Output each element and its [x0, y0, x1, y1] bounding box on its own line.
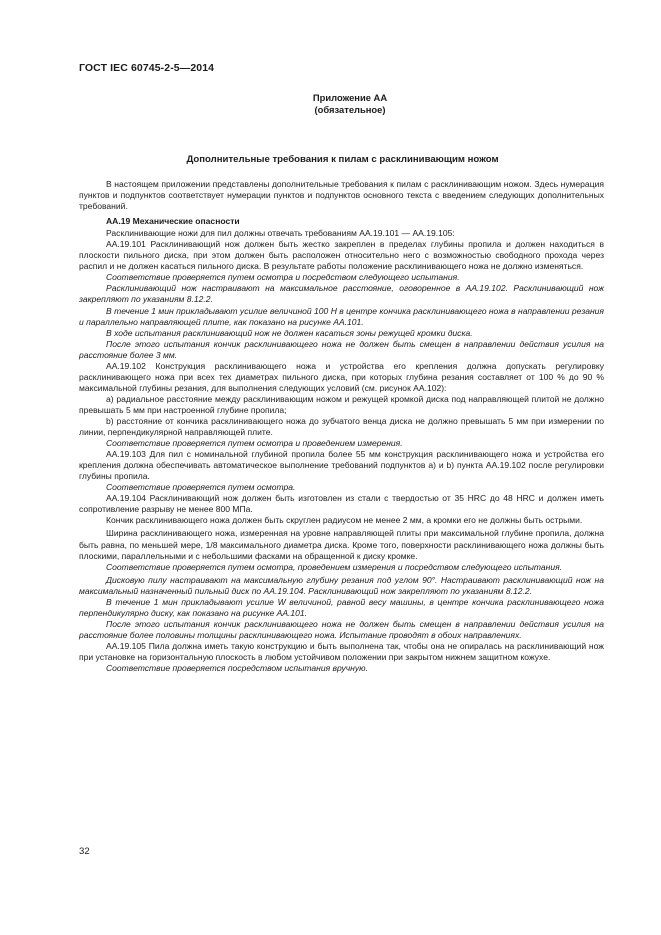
paragraph: Расклинивающие ножи для пил должны отвечать требованиям АА.19.101 — АА.19.105:	[106, 228, 455, 239]
paragraph: АА.19.105 Пила должна иметь такую конструкцию и быть выполнена так, чтобы она не опиралась на расклинивающий нож при установке на горизонтальную плоскость в любом устойчивом положении при закрытом нижнем защитном кожухе.	[79, 640, 604, 662]
list-item: b) расстояние от кончика расклинивающего ножа до зубчатого венца диска не должно превышать 5 мм при измерении по линии, перпендикулярной направляющей плите.	[79, 415, 604, 438]
body-text	[79, 179, 604, 674]
compliance-note: Соответствие проверяется посредством испытания вручную.	[106, 663, 368, 674]
annex-title: Приложение АА	[312, 92, 388, 103]
paragraph: АА.19.101 Расклинивающий нож должен быть жестко закреплен в пределах глубины пропила и должен находиться в плоскости пильного диска, при этом должен быть расположен относительно него с возможностью свободного прохода через распил и не должен касаться пильного диска. В результате работы положение расклинивающего ножа не должно изменяться.	[79, 239, 604, 272]
test-paragraph: После этого испытания кончик расклинивающего ножа не должен быть смещен в направлении действия усилия на расстояние более 3 мм.	[79, 338, 604, 360]
list-item: а) радиальное расстояние между расклинивающим ножом и режущей кромкой диска под направляющей плитой не должно превышать 5 мм при настроенной глубине пропила;	[79, 393, 604, 415]
intro-paragraph: В настоящем приложении представлены дополнительные требования к пилам с расклинивающим ножом. Здесь нумерация пунктов и подпунктов соответствует нумерации пунктов и подпунктов основного текста с введением следующих дополнительных требований.	[79, 179, 604, 212]
clause-heading: АА.19 Механические опасности	[106, 216, 240, 227]
paragraph: Ширина расклинивающего ножа, измеренная на уровне направляющей плиты при максимальной глубине пропила, должна быть равна, по меньшей мере, 1/8 максимального диаметра диска. Кроме того, поверхности расклинивающего ножа должны быть плоскими, параллельными и с небольшими фасками на обращенной к диску кромке.	[79, 528, 604, 561]
compliance-note: Соответствие проверяется путем осмотра и проведением измерения.	[106, 438, 403, 449]
test-paragraph: Дисковую пилу настраивают на максимальную глубину резания под углом 90°. Настраивают расклинивающий нож на максимальный назначенный пильный диск по АА.19.104. Расклинивающий нож закрепляют по указаниям 8.12.2.	[79, 574, 604, 596]
paragraph: АА.19.104 Расклинивающий нож должен быть изготовлен из стали с твердостью от 35 HRC до 48 HRC и должен иметь сопротивление разрыву не менее 800 МПа.	[79, 493, 604, 515]
test-paragraph: В ходе испытания расклинивающий нож не должен касаться зоны режущей кромки диска.	[106, 327, 473, 338]
annex-heading	[240, 92, 460, 116]
compliance-note: Соответствие проверяется путем осмотра.	[106, 482, 296, 493]
paragraph: Кончик расклинивающего ножа должен быть скруглен радиусом не менее 2 мм, а кромки его не должны быть острыми.	[106, 515, 583, 526]
section-title: Дополнительные требования к пилам с расклинивающим ножом	[186, 154, 499, 165]
annex-status: (обязательное)	[314, 104, 386, 115]
test-paragraph: Расклинивающий нож настраивают на максимальное расстояние, оговоренное в АА.19.102. Расклинивающий нож закрепляют по указаниям 8.12.2.	[79, 283, 604, 305]
standard-code: ГОСТ IEC 60745-2-5—2014	[79, 62, 215, 74]
test-paragraph: В течение 1 мин прикладывают усилие W величиной, равной весу машины, в центре кончика расклинивающего ножа перпендикулярно диску, как показано на рисунке АА.101.	[79, 596, 604, 618]
test-paragraph: В течение 1 мин прикладывают усилие величиной 100 Н в центре кончика расклинивающего ножа в направлении резания и параллельно направляющей плите, как показано на рисунке АА.101.	[79, 305, 604, 327]
paragraph: АА.19.103 Для пил с номинальной глубиной пропила более 55 мм конструкция расклинивающего ножа и устройства его крепления должна обеспечивать автоматическое выполнение требований подпунктов а) и b) пункта АА.19.102 после регулировки глубины пропила.	[79, 449, 604, 482]
page-number: 32	[79, 846, 90, 857]
test-paragraph: После этого испытания кончик расклинивающего ножа не должен быть смещен в направлении действия усилия на расстояние более половины толщины расклинивающего ножа. Испытание проводят в обоих направлениях.	[79, 618, 604, 640]
compliance-note: Соответствие проверяется путем осмотра и посредством следующего испытания.	[106, 272, 460, 283]
paragraph: АА.19.102 Конструкция расклинивающего ножа и устройства его крепления должна допускать регулировку расклинивающего ножа при всех тех диаметрах пильного диска, при которых глубина резания составляет от 100 % до 90 % максимальной глубины резания, для выполнения следующих условий (см. рисунок АА.102):	[79, 360, 604, 393]
compliance-note: Соответствие проверяется путем осмотра, проведением измерения и посредством следующего испытания.	[106, 561, 563, 572]
